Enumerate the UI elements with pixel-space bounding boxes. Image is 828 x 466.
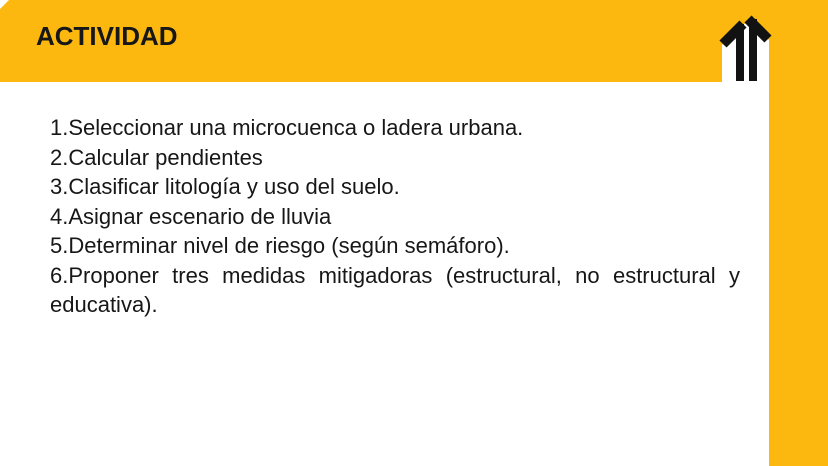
activity-item-2: 2.Calcular pendientes <box>50 144 263 170</box>
corner-notch <box>0 0 9 9</box>
activity-item-3: 3.Clasificar litología y uso del suelo. <box>50 174 400 199</box>
activity-item-1: 1.Seleccionar una microcuenca o ladera urbana. <box>50 115 524 140</box>
activity-item-4: 4.Asignar escenario de lluvia <box>50 203 332 229</box>
logo <box>715 0 775 90</box>
double-up-arrow-icon <box>715 0 775 90</box>
right-sidebar <box>769 0 828 466</box>
activity-item-6: 6.Proponer tres medidas mitigadoras (estructural, no estructural y educativa). <box>50 262 740 317</box>
activity-item-5: 5.Determinar nivel de riesgo (según semáforo). <box>50 233 510 258</box>
content-area <box>50 113 740 320</box>
page-title: ACTIVIDAD <box>36 21 178 51</box>
activity-list <box>50 113 740 320</box>
